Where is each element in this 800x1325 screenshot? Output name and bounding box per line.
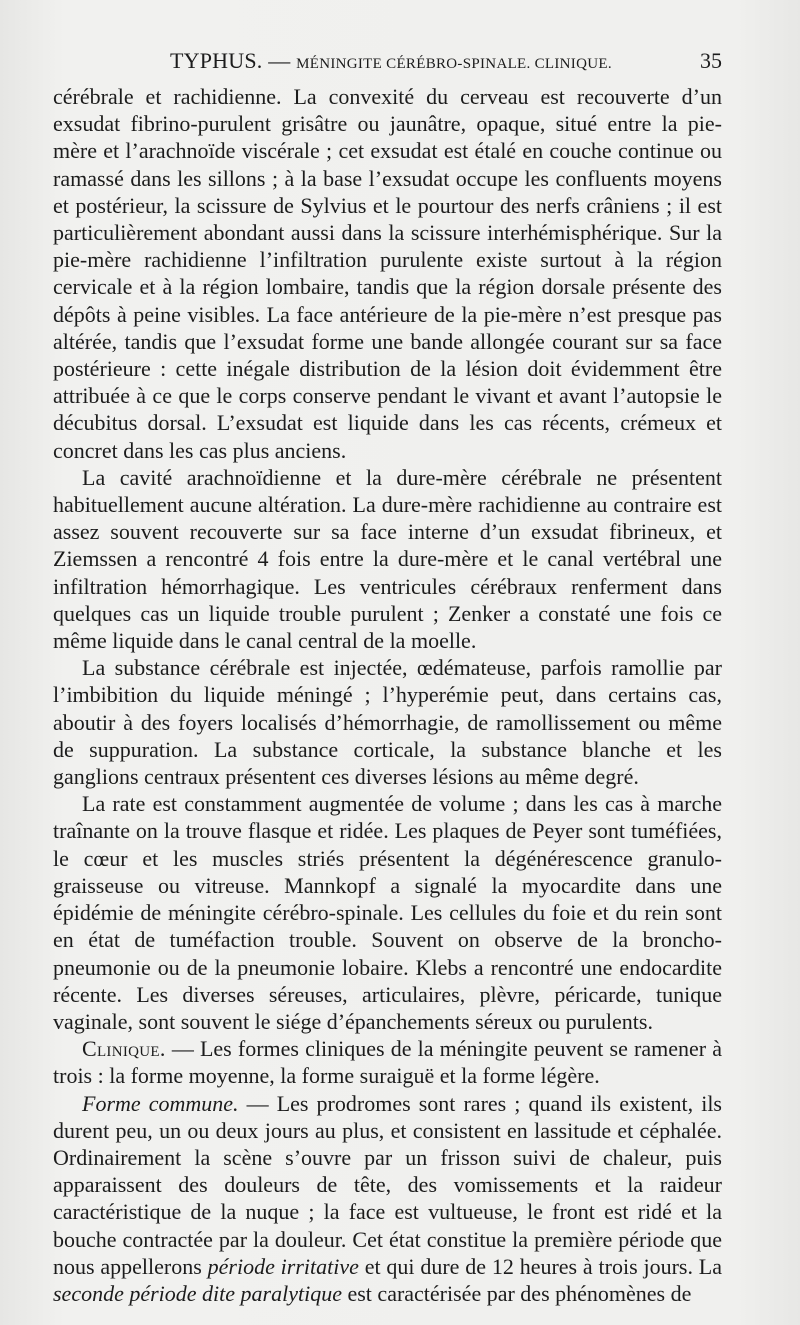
paragraph-forme-commune-text-2: et qui dure de 12 heures à trois jours. La bbox=[358, 1253, 722, 1279]
paragraph-forme-commune-text: — Les prodromes sont rares ; quand ils existent, ils durent peu, un ou deux jours au plus, et consistent en lassitude et céphalée. Ordinairement la scène s’ouvre par un frisson suivi de chaleur, puis apparaissent des douleurs de tête, des vomissements et la raideur caractéristique de la nuque ; la face est vultueuse, le front est ridé et la bouche contractée par la douleur. Cet état constitue la première période que nous appellerons bbox=[53, 1090, 722, 1279]
section-label-forme-commune: Forme commune. bbox=[82, 1090, 239, 1116]
page-number: 35 bbox=[700, 48, 722, 73]
paragraph-clinique-text: — Les formes cliniques de la méningite peuvent se ramener à trois : la forme moyenne, la forme suraiguë et la forme légère. bbox=[53, 1036, 722, 1089]
paragraph-spleen: La rate est constamment augmentée de volume ; dans les cas à marche traînante on la trouve flasque et ridée. Les plaques de Peyer sont tuméfiées, le cœur et les muscles striés présentent la dégénérescence granulo-graisseuse ou vitreuse. Mannkopf a signalé la myocardite dans une épidémie de méningite cérébro-spinale. Les cellules du foie et du rein sont en état de tuméfaction trouble. Souvent on observe de la broncho-pneumonie ou de la pneumonie lobaire. Klebs a rencontré une endocardite récente. Les diverses séreuses, articulaires, plèvre, péricarde, tunique vaginale, sont souvent le siége d’épanchements séreux ou purulents. bbox=[53, 791, 722, 1034]
paragraph-clinique bbox=[53, 1035, 722, 1089]
header-dash: — bbox=[268, 48, 291, 73]
paragraph-cerebral-substance: La substance cérébrale est injectée, œdémateuse, parfois ramollie par l’imbibition du liquide méningé ; l’hyperémie peut, dans certains cas, aboutir à des foyers localisés d’hémorrhagie, de ramollissement ou même de suppuration. La substance corticale, la substance blanche et les ganglions centraux présentent ces diverses lésions au même degré. bbox=[53, 655, 722, 790]
paragraph-arachnoid: La cavité arachnoïdienne et la dure-mère cérébrale ne présentent habituellement aucune altération. La dure-mère rachidienne au contraire est assez souvent recouverte sur sa face interne d’un exsudat fibrineux, et Ziemssen a rencontré 4 fois entre la dure-mère et le canal vertébral une infiltration hémorrhagique. Les ventricules cérébraux renferment dans quelques cas un liquide trouble purulent ; Zenker a constaté une fois ce même liquide dans le canal central de la moelle. bbox=[53, 464, 722, 654]
running-header bbox=[50, 48, 720, 78]
body-text bbox=[53, 83, 722, 1307]
section-label-clinique: Clinique. bbox=[82, 1036, 166, 1062]
header-subtitle: MÉNINGITE CÉRÉBRO-SPINALE. CLINIQUE. bbox=[296, 56, 612, 72]
paragraph-forme-commune-text-3: est caractérisée par des phénomènes de bbox=[341, 1280, 692, 1306]
header-title: TYPHUS. bbox=[170, 48, 263, 73]
emphasis-seconde-periode: seconde période dite paralytique bbox=[53, 1280, 342, 1306]
emphasis-periode-irritative: période irritative bbox=[207, 1253, 359, 1279]
paragraph-forme-commune bbox=[53, 1090, 722, 1308]
running-title bbox=[170, 48, 612, 74]
paragraph-continuation: cérébrale et rachidienne. La convexité du cerveau est recouverte d’un exsudat fibrino-purulent grisâtre ou jaunâtre, opaque, situé entre la pie-mère et l’arachnoïde viscérale ; cet exsudat est étalé en couche continue ou ramassé dans les sillons ; à la base l’exsudat occupe les confluents moyens et postérieur, la scissure de Sylvius et le pourtour des nerfs crâniens ; il est particulièrement abondant aussi dans la scissure interhémisphérique. Sur la pie-mère rachidienne l’infiltration purulente existe surtout à la région cervicale et à la région lombaire, tandis que la région dorsale présente des dépôts à peine visibles. La face antérieure de la pie-mère n’est presque pas altérée, tandis que l’exsudat forme une bande allongée courant sur sa face postérieure : cette inégale distribution de la lésion doit évidemment être attribuée à ce que le corps conserve pendant le vivant et avant l’autopsie le décubitus dorsal. L’exsudat est liquide dans les cas récents, crémeux et concret dans les cas plus anciens. bbox=[53, 84, 722, 463]
